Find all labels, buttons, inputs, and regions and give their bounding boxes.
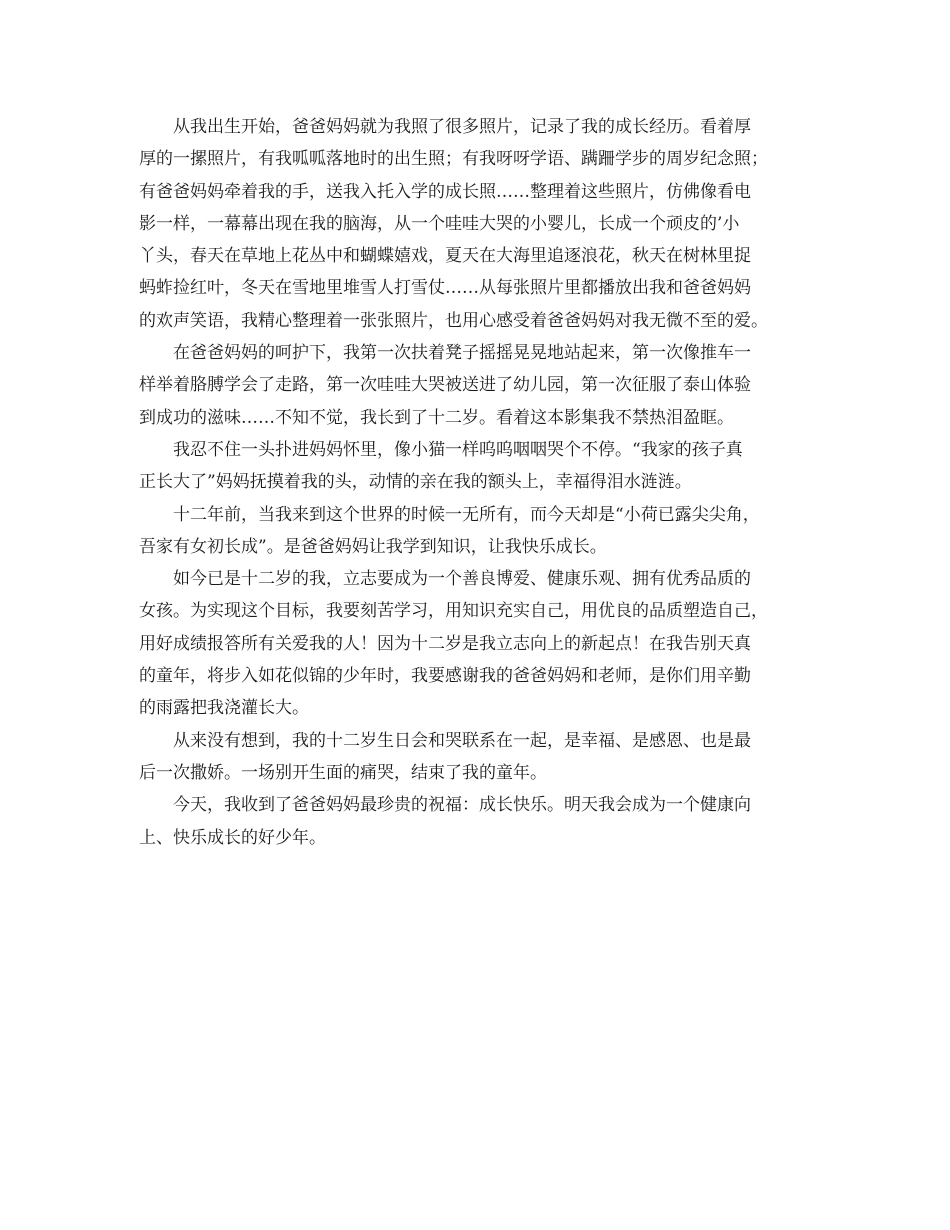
text-line: 的雨露把我浇灌长大。 [139, 698, 309, 719]
text-line: 今天，我收到了爸爸妈妈最珍贵的祝福：成长快乐。明天我会成为一个健康向 [173, 795, 751, 816]
text-line: 吾家有女初长成”。是爸爸妈妈让我学到知识，让我快乐成长。 [139, 536, 607, 557]
text-line: 丫头，春天在草地上花丛中和蝴蝶嬉戏，夏天在大海里追逐浪花，秋天在树林里捉 [139, 246, 751, 267]
text-line: 我忍不住一头扑进妈妈怀里，像小猫一样呜呜咽咽哭个不停。“我家的孩子真 [173, 439, 743, 460]
text-line: 十二年前，当我来到这个世界的时候一无所有，而今天却是“小荷已露尖尖角， [173, 504, 760, 525]
text-line: 上、快乐成长的好少年。 [139, 827, 326, 848]
text-line: 用好成绩报答所有关爱我的人！因为十二岁是我立志向上的新起点！在我告别天真 [139, 633, 751, 654]
text-line: 影一样，一幕幕出现在我的脑海，从一个哇哇大哭的小婴儿，长成一个顽皮的’小 [139, 213, 740, 234]
text-line: 蚂蚱捡红叶，冬天在雪地里堆雪人打雪仗……从每张照片里都播放出我和爸爸妈妈 [139, 278, 751, 299]
text-line: 厚的一摞照片，有我呱呱落地时的出生照；有我呀呀学语、蹒跚学步的周岁纪念照； [139, 149, 768, 170]
text-line: 后一次撒娇。一场别开生面的痛哭，结束了我的童年。 [139, 762, 547, 783]
text-line: 到成功的滋味……不知不觉，我长到了十二岁。看着这本影集我不禁热泪盈眶。 [139, 407, 734, 428]
text-line: 有爸爸妈妈牵着我的手，送我入托入学的成长照……整理着这些照片，仿佛像看电 [139, 181, 751, 202]
text-line: 样举着胳膊学会了走路，第一次哇哇大哭被送进了幼儿园，第一次征服了泰山体验 [139, 375, 751, 396]
text-line: 的童年，将步入如花似锦的少年时，我要感谢我的爸爸妈妈和老师，是你们用辛勤 [139, 666, 751, 687]
text-line: 如今已是十二岁的我，立志要成为一个善良博爱、健康乐观、拥有优秀品质的 [173, 569, 751, 590]
text-line: 正长大了”妈妈抚摸着我的头，动情的亲在我的额头上，幸福得泪水涟涟。 [139, 472, 692, 493]
document-body [139, 111, 819, 854]
text-line: 从我出生开始，爸爸妈妈就为我照了很多照片，记录了我的成长经历。看着厚 [173, 117, 751, 137]
text-line: 的欢声笑语，我精心整理着一张张照片，也用心感受着爸爸妈妈对我无微不至的爱。 [139, 310, 768, 331]
text-line: 女孩。为实现这个目标，我要刻苦学习，用知识充实自己，用优良的品质塑造自己， [139, 601, 768, 622]
text-line: 从来没有想到，我的十二岁生日会和哭联系在一起，是幸福、是感恩、也是最 [173, 730, 751, 751]
text-line: 在爸爸妈妈的呵护下，我第一次扶着凳子摇摇晃晃地站起来，第一次像推车一 [173, 343, 751, 364]
